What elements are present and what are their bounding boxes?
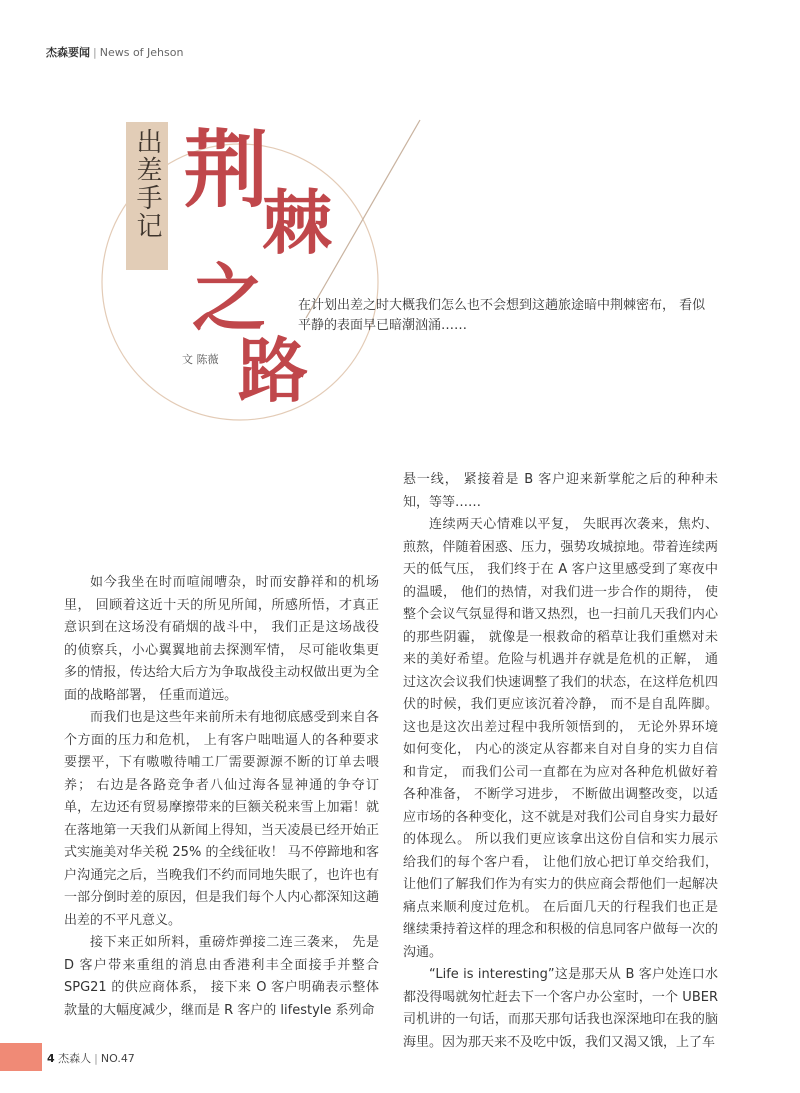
- paragraph: 悬一线， 紧接着是 B 客户迎来新掌舵之后的种种未知，等等……: [403, 472, 718, 510]
- page-footer: [47, 1050, 135, 1066]
- title-char-1: 荆: [184, 121, 269, 219]
- page-number: 4: [47, 1052, 55, 1065]
- footer-accent-bar: [0, 1043, 42, 1071]
- header-divider: |: [93, 46, 97, 59]
- section-name-en: News of Jehson: [99, 46, 184, 59]
- title-char-4: 路: [238, 330, 308, 412]
- article-author: 文 陈薇: [182, 353, 219, 366]
- title-char-3: 之: [192, 256, 266, 342]
- issue-number: NO.47: [100, 1052, 135, 1065]
- footer-divider: |: [94, 1052, 98, 1065]
- paragraph: 连续两天心情难以平复， 失眠再次袭来，焦灼、煎熬，伴随着困惑、压力，强势攻城掠地。带着连续两天的低气压， 我们终于在 A 客户这里感受到了寒夜中的温暖， 他们的热情，对我们进一步合作的期待， 使整个会议气氛显得和谐又热烈，也一扫前几天我们内心的那些阴霾， 就像是一根救命的稻草让我们重燃对未来的美好希望。危险与机遇并存就是危机的正解， 通过这次会议我们快速调整了我们的状态，在这样危机四伏的时候，我们更应该沉着冷静， 而不是自乱阵脚。 这也是这次出差过程中我所领悟到的， 无论外界环境如何变化， 内心的淡定从容都来自对自身的实力自信和肯定， 而我们公司一直都在为应对各种危机做好着各种准备， 不断学习进步， 不断做出调整改变，以适应市场的各种变化，这不就是对我们公司自身实力最好的体现么。 所以我们更应该拿出这份自信和实力展示给我们的每个客户看， 让他们放心把订单交给我们，让他们了解我们作为有实力的供应商会帮他们一起解决痛点来顺利度过危机。 在后面几天的行程我们也正是继续秉持着这样的理念和积极的信息同客户做每一次的沟通。: [403, 517, 718, 960]
- paragraph: 接下来正如所料，重磅炸弹接二连三袭来， 先是 D 客户带来重组的消息由香港利丰全面接手并整合 SPG21 的供应商体系， 接下来 O 客户明确表示整体款量的大幅度减少，继而是 R 客户的 lifestyle 系列命: [64, 935, 379, 1018]
- paragraph: 而我们也是这些年来前所未有地彻底感受到来自各个方面的压力和危机， 上有客户咄咄逼人的各种要求要摆平，下有嗷嗷待哺工厂需要源源不断的订单去喂养； 右边是各路竞争者八仙过海各显神通的争夺订单，左边还有贸易摩擦带来的巨额关税来雪上加霜！就在落地第一天我们从新闻上得知，当天凌晨已经开始正式实施美对华关税 25% 的全线征收！ 马不停蹄地和客户沟通完之后，当晚我们不约而同地失眠了，也许也有一部分倒时差的原因，但是我们每个人内心都深知这趟出差的不平凡意义。: [64, 710, 379, 928]
- body-column-right: [403, 469, 718, 1054]
- magazine-name: 杰森人: [58, 1052, 92, 1065]
- section-name: 杰森要闻: [46, 46, 90, 59]
- title-char-2: 棘: [262, 182, 332, 264]
- article-lead: 在计划出差之时大概我们怎么也不会想到这趟旅途暗中荆棘密布， 看似平静的表面早已暗潮汹涌……: [298, 298, 706, 333]
- paragraph: “Life is interesting”这是那天从 B 客户处连口水都没得喝就匆忙赶去下一个客户办公室时，一个 UBER 司机讲的一句话，而那天那句话我也深深地印在我的脑海里。因为那天来不及吃中饭，我们又渴又饿，上了车: [403, 967, 718, 1050]
- title-tag: 出差手记: [132, 128, 162, 240]
- paragraph: 如今我坐在时而喧闹嘈杂，时而安静祥和的机场里， 回顾着这近十天的所见所闻，所感所悟，才真正意识到在这场没有硝烟的战斗中， 我们正是这场战役的侦察兵，小心翼翼地前去探测军情， 尽可能收集更多的情报，传达给大后方为争取战役主动权做出更为全面的战略部署， 任重而道远。: [64, 575, 379, 703]
- body-column-left: [64, 572, 379, 1022]
